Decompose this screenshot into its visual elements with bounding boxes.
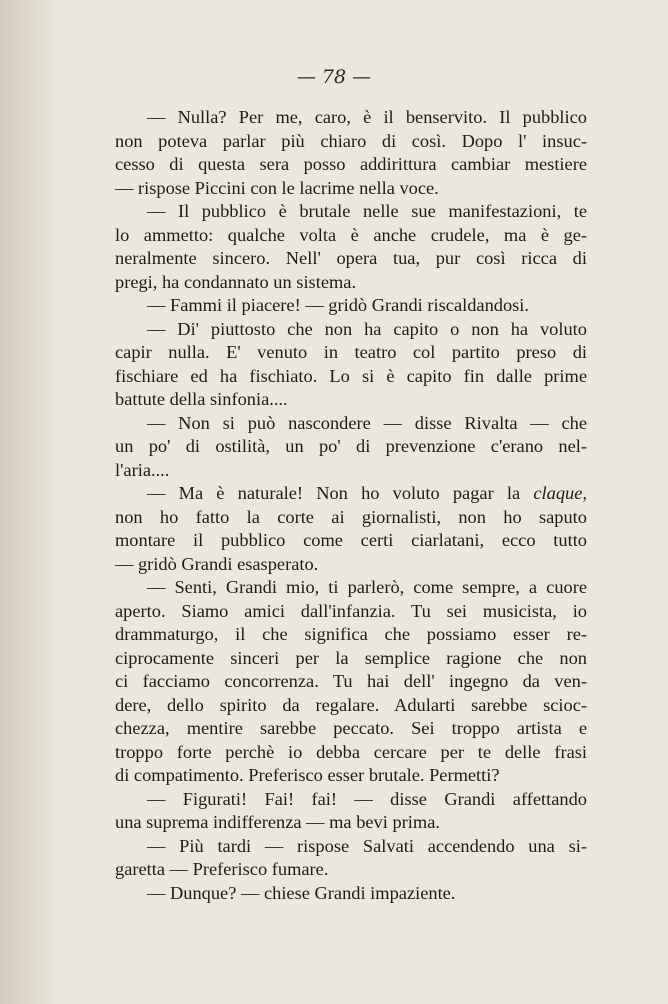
text-line: dere, dello spirito da regalare. Adularti sarebbe scioc- (115, 694, 587, 715)
text-line: — Non si può nascondere — disse Rivalta — che (147, 412, 587, 433)
text-line: un po' di ostilità, un po' di prevenzione c'erano nel- (115, 436, 587, 456)
text-line: una suprema indifferenza — ma bevi prima. (115, 812, 440, 832)
text-line: fischiare ed ha fischiato. Lo si è capito fin dalle prime (115, 365, 587, 386)
paragraph (115, 882, 587, 906)
italic-word: claque, (533, 483, 587, 503)
text-line: montare il pubblico come certi ciarlatani, ecco tutto (115, 530, 587, 550)
text-line: — Figurati! Fai! fai! — disse Grandi affettando (147, 788, 587, 809)
text-line: drammaturgo, il che significa che possiamo esser re- (115, 624, 587, 644)
text-line: — Più tardi — rispose Salvati accendendo una si- (147, 835, 587, 856)
paragraph (115, 788, 587, 835)
header-dash-left: — (296, 66, 316, 88)
text-line: pregi, ha condannato un sistema. (115, 271, 357, 292)
text-line: — Nulla? Per me, caro, è il benservito. Il pubblico (147, 107, 587, 127)
paragraph (115, 576, 587, 788)
page-header (0, 66, 668, 88)
text-line: chezza, mentire sarebbe peccato. Sei troppo artista e (115, 718, 587, 738)
text-line: l'aria.... (115, 459, 170, 480)
text-fragment: — Ma è naturale! Non ho voluto pagar la (147, 483, 521, 503)
paragraph (115, 294, 587, 412)
header-dash-right: — (352, 66, 372, 88)
paragraph (115, 482, 587, 576)
text-line: battute della sinfonia.... (115, 389, 288, 409)
text-line: ci facciamo concorrenza. Tu hai dell' ingegno da ven- (115, 671, 587, 691)
text-line: — Fammi il piacere! — gridò Grandi riscaldandosi. (147, 295, 530, 315)
text-line: aperto. Siamo amici dall'infanzia. Tu sei musicista, io (115, 600, 587, 621)
text-line (115, 482, 587, 506)
paragraph (115, 412, 587, 483)
text-line: — rispose Piccini con le lacrime nella voce. (115, 177, 439, 198)
text-line: capir nulla. E' venuto in teatro col partito preso di (115, 342, 587, 362)
text-line: lo ammetto: qualche volta è anche crudele, ma è ge- (115, 224, 587, 245)
text-line: — Senti, Grandi mio, ti parlerò, come sempre, a cuore (147, 577, 587, 597)
text-line: — Di' piuttosto che non ha capito o non ha voluto (147, 318, 587, 339)
text-line: — Dunque? — chiese Grandi impaziente. (147, 882, 456, 903)
text-line: — gridò Grandi esasperato. (115, 553, 319, 574)
text-line: garetta — Preferisco fumare. (115, 859, 329, 879)
text-line: ciprocamente sinceri per la semplice ragione che non (115, 647, 587, 668)
text-line: — Il pubblico è brutale nelle sue manifestazioni, te (147, 201, 587, 221)
paragraph (115, 200, 587, 294)
text-line: troppo forte perchè io debba cercare per te delle frasi (115, 741, 587, 762)
paragraph (115, 106, 587, 200)
body-text (115, 106, 587, 905)
page-number: 78 (321, 66, 347, 88)
text-line: cesso di questa sera posso addirittura cambiar mestiere (115, 154, 587, 174)
text-line: neralmente sincero. Nell' opera tua, pur così ricca di (115, 248, 587, 268)
text-line: non poteva parlar più chiaro di così. Dopo l' insuc- (115, 130, 587, 151)
text-line: di compatimento. Preferisco esser brutale. Permetti? (115, 765, 500, 785)
text-line: non ho fatto la corte ai giornalisti, non ho saputo (115, 506, 587, 527)
paragraph (115, 835, 587, 882)
